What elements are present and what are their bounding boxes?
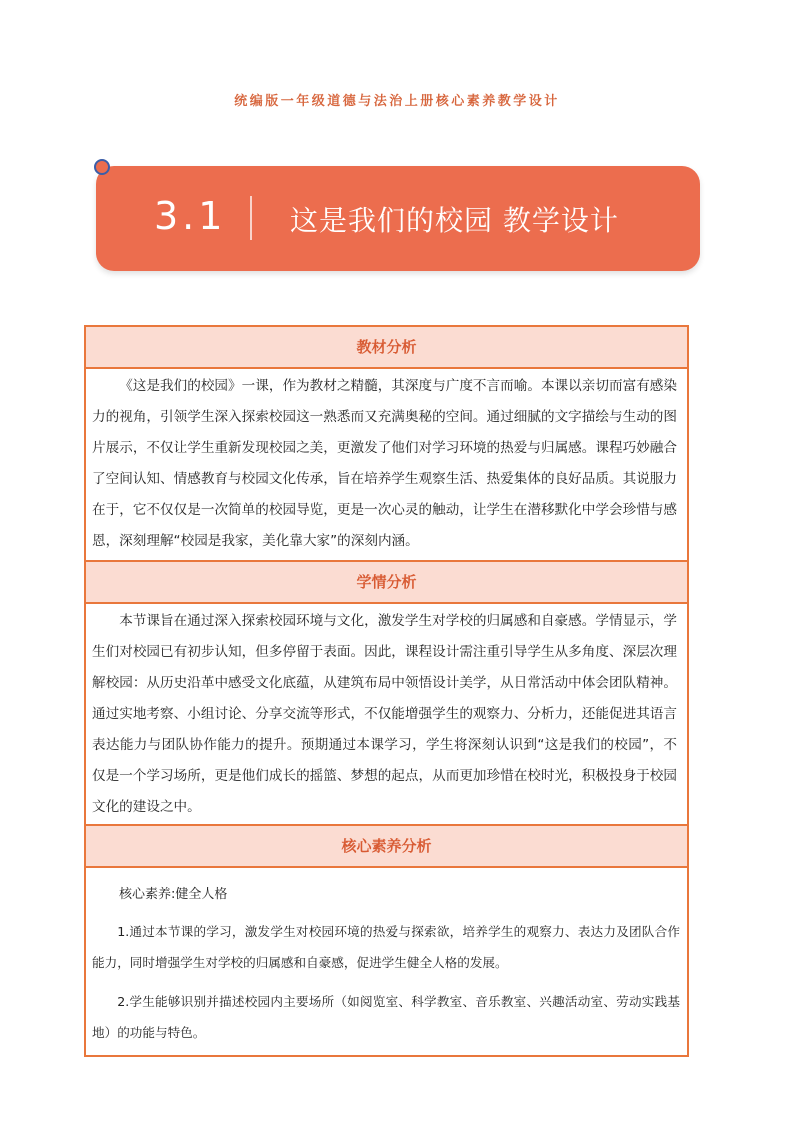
banner-dot-icon	[94, 159, 110, 175]
lesson-title: 这是我们的校园 教学设计	[290, 204, 619, 237]
lesson-design-table	[84, 325, 689, 1057]
lesson-number: 3.1	[154, 194, 227, 238]
series-header: 统编版一年级道德与法治上册核心素养教学设计	[234, 94, 560, 109]
learner-analysis-heading: 学情分析	[86, 560, 687, 602]
core-literacy-label: 核心素养:健全人格	[119, 887, 228, 902]
banner-divider	[250, 196, 252, 240]
lesson-banner	[96, 166, 700, 271]
core-literacy-item: 2.学生能够识别并描述校园内主要场所（如阅览室、科学教室、音乐教室、兴趣活动室、劳动实践基地）的功能与特色。	[92, 994, 680, 1040]
textbook-analysis-heading: 教材分析	[86, 327, 687, 369]
core-literacy-item: 1.通过本节课的学习，激发学生对校园环境的热爱与探索欲，培养学生的观察力、表达力及团队合作能力，同时增强学生对学校的归属感和自豪感，促进学生健全人格的发展。	[92, 924, 680, 970]
learner-analysis-text: 本节课旨在通过深入探索校园环境与文化，激发学生对学校的归属感和自豪感。学情显示，学生们对校园已有初步认知，但多停留于表面。因此，课程设计需注重引导学生从多角度、深层次理解校园：从历史沿革中感受文化底蕴，从建筑布局中领悟设计美学，从日常活动中体会团队精神。通过实地考察、小组讨论、分享交流等形式，不仅能增强学生的观察力、分析力，还能促进其语言表达能力与团队协作能力的提升。预期通过本课学习，学生将深刻认识到“这是我们的校园”，不仅是一个学习场所，更是他们成长的摇篮、梦想的起点，从而更加珍惜在校时光，积极投身于校园文化的建设之中。	[92, 613, 677, 815]
textbook-analysis-text: 《这是我们的校园》一课，作为教材之精髓，其深度与广度不言而喻。本课以亲切而富有感染力的视角，引领学生深入探索校园这一熟悉而又充满奥秘的空间。通过细腻的文字描绘与生动的图片展示，不仅让学生重新发现校园之美，更激发了他们对学习环境的热爱与归属感。课程巧妙融合了空间认知、情感教育与校园文化传承，旨在培养学生观察生活、热爱集体的良好品质。其说服力在于，它不仅仅是一次简单的校园导览，更是一次心灵的触动，让学生在潜移默化中学会珍惜与感恩，深刻理解“校园是我家，美化靠大家”的深刻内涵。	[92, 378, 677, 549]
textbook-analysis-body	[86, 367, 687, 561]
core-literacy-body	[86, 866, 687, 1055]
learner-analysis-body	[86, 602, 687, 825]
core-literacy-heading: 核心素养分析	[86, 824, 687, 866]
